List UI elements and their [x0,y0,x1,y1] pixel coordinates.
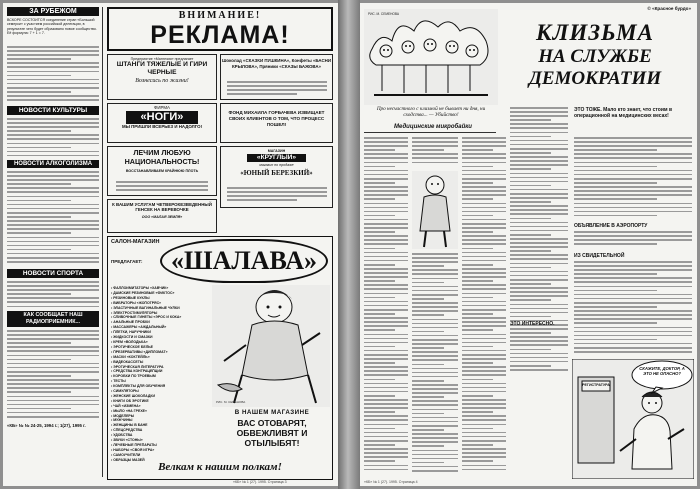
salon-welcome: Велкам к нашим полкам! [158,461,282,473]
right-page-footer: «КБ» № 1 (27). 1995. Страница 4 [364,480,418,484]
right-column-text-1 [574,137,692,221]
clinic-cartoon [572,359,694,479]
article-column-1 [364,137,408,477]
salon-item: • ЖЕНСКИЕ ШОКОЛАДКИ [111,393,155,398]
left-news-column [7,7,99,475]
issue-number: «КБ» № № 24-25, 1994 г.; 1(27), 1995 г. [7,423,86,428]
salon-item: • МЫЛО «НА ГРЕХЕ» [111,408,147,413]
clinic-sign: РЕГИСТРАТУРА [582,383,610,387]
ad-clinic [107,146,217,196]
salon-item: • КОМПЛЕКТЫ ДЛЯ ОБУЧЕНИЯ [111,384,166,389]
section-title: Медицинские микробайки [394,124,472,130]
salon-item: • МАСКИ «КОКТЕЙЛЬ» [111,354,150,359]
salon-item: • ЭЛАСТИЧНЫЕ ВАГИНАЛЬНЫЕ ЧУЛКИ [111,305,180,310]
salon-item: • ОБРАЗЦЫ МАЗЕЙ [111,457,145,462]
ad-chocolate-text: Шоколад «СКАЗКИ ПУШКИНА», Конфеты «БАСНИ КРЫЛОВА», Пряники «СКАЗЫ БАЖОВА» [222,58,331,69]
copyright-note: © «Красное бурдо» [647,6,691,11]
cartoon-credit: РИС. М. СЕМЕНОВА [368,12,400,16]
title-rule [364,132,496,133]
book-gutter [338,0,360,489]
salon-item: • МОДЕЛЕРЫ [111,413,135,418]
ad-firm-name: «НОГИ» [126,111,198,124]
column-divider [102,7,103,477]
salon-item: • ЭЛЕКТРОСТИМУЛЯТОРЫ [111,310,158,315]
left-page-footer: «КБ» № 1 (27). 1995. Страница 3 [233,480,287,484]
ad-services-text: К ВАШИМ УСЛУГАМ ЧЕТВЕРОКЕЗВЕДЕННЫЙ ГЕНСЕК НА ВЕРЕВОЧКЕ [112,202,212,213]
ad-firm-nogi [107,103,217,143]
radio-text-block [7,330,99,422]
salon-item: • ЛЕЧЕБНЫЕ ПРЕПАРАТЫ [111,443,157,447]
advertisement-title: РЕКЛАМА! [150,21,290,49]
section-header-culture: НОВОСТИ КУЛЬТУРЫ [7,106,99,115]
speech-bubble: СКАЖИТЕ, ДОКТОР, А ЭТО НЕ ОПАСНО? [639,366,685,376]
salon-item: • ЖИДКОСТИ И СМАЗКИ [111,335,153,340]
left-page [3,3,338,486]
salon-items-list [111,286,211,463]
ad-clinic-title: ЛЕЧИМ ЛЮБУЮ НАЦИОНАЛЬНОСТЬ! [124,148,200,166]
salon-item: • ТЕСТЫ [111,379,126,384]
headline-line-3: ДЕМОКРАТИИ [528,68,662,89]
salon-item: • САМОУЧИТЕЛИ [111,452,141,457]
salon-in-shop: В НАШЕМ МАГАЗИНЕ [234,409,310,416]
illustration-credit: РИС. М. СЕМЕНОВА [216,400,246,404]
salon-item: • УДОБСТВА [111,433,133,438]
funny-heading: ЭТО ИНТЕРЕСНО. [510,321,555,327]
advertisement-banner [107,7,333,51]
ad-clinic-fine-print [116,181,208,193]
salon-name: «ШАЛАВА» [160,239,328,283]
salon-item: • ДАМСКИЕ РЕЗИНОВЫЕ «ФИКТОС» [111,290,175,295]
salon-item: • КНИГИ ОБ ЭРОТИКЕ [111,398,149,403]
salon-item: • РЕЗИНОВЫЕ КУКЛЫ [111,295,150,300]
article-column-3 [462,137,506,477]
ad-weights [107,54,217,100]
attention-heading: ВНИМАНИЕ! [178,10,262,21]
salon-item: • АНАЛЬНЫЕ ПРОБКИ [111,320,150,325]
section-header-alcohol: НОВОСТИ АЛКОГОЛИЗМА [7,160,99,168]
salon-item: • СЛИВОЧНЫЕ ГИНЕТЫ «ЭРОС И КОКА» [111,315,182,320]
salon-item: • ВИДЕОКАССЕТЫ [111,359,144,364]
ad-magnet-text: Предприятие «Магнезия» предлагает [130,57,194,61]
salon-item: • КРЕМ «ВОЛОДЬКА» [111,339,148,344]
culture-text-block [7,118,99,158]
salon-item: • ЗВУКИ «СТОНЫ» [111,438,143,443]
ad-firm-slogan: МЫ ПРИШЛИ ВСЕРЬЕЗ И НАДОЛГО! [121,124,203,130]
article-column-2-top [412,137,458,169]
salon-item: • СПЕЦСРЕДСТВА [111,428,143,433]
abroad-news-text: ВСКОРЕ СОСТОИТСЯ соединение стран «Большой семерки» с участием российской делегации, в результате чего будет образовано новое сообщество. Её формула: 7 + 1 = 7. [7,18,97,36]
patient-illustration [412,171,458,249]
article-column-2 [412,253,458,477]
salon-advertisement [107,236,333,480]
ad-shop-fine-print [227,187,327,205]
salon-item: • ЭРОТИЧЕСКОЕ БЕЛЬЕ [111,344,153,349]
ad-shop-krugly [220,146,333,208]
ad-hotel-name: «ЮНЫЙ БЕРЕЗКИЙ» [240,168,313,177]
salon-offers-label: ПРЕДЛАГАЕТ: [111,259,143,264]
cartoon-caption: Про несчастного с клизмой не бывает ни дня, ни сходства... — Убийство! [376,106,486,119]
salon-item: • КОРОБКИ ПО ТРОЕВЫМ [111,374,156,379]
ad-gorbachev-fund [220,103,333,143]
sudden-heading: ИЗ СВИДЕТЕЛЬНОЙ [574,253,625,259]
salon-item: • ПЛЕТКИ, НАРУЧНИКИ [111,330,151,335]
ad-services [107,199,217,233]
airport-text [574,231,692,251]
ad-clinic-sub: ВОССТАНАВЛИВАЕМ КРАЙНЮЮ ПЛОТЬ [125,169,199,173]
sport-text-block [7,281,99,309]
salon-item: • МАССАЖЕРЫ «АЖДАЛЬНЫЙ» [111,325,167,330]
ad-services-sub: ООО «МАЛАЯ ЗЕМЛЯ» [141,214,183,219]
airport-heading: ОБЪЯВЛЕНИЕ В АЭРОПОРТУ [574,223,648,229]
section-header-sport: НОВОСТИ СПОРТА [7,269,99,278]
headline-line-2: НА СЛУЖБЕ [538,46,652,67]
salon-item: • ЖЕНЩИНЫ В БАНЕ [111,423,148,428]
right-column-text-2 [574,261,692,357]
ad-weights-title: ШТАНГИ ТЯЖЕЛЫЕ И ГИРИ ЧЕРНЫЕ [116,61,208,76]
ad-fine-print [227,81,327,97]
right-column-heading: ЭТО ТОЖЕ. Мало кто знает, что стоим в операционной на медицинских весах! [574,107,673,119]
right-page [360,3,697,486]
salon-item: • ЧАЙ «ИЗМЕНА» [111,403,141,408]
article-column-4 [510,107,568,377]
enema-cartoon [364,9,498,105]
salon-item: • СРЕДСТВА КОНТРАЦЕПЦИИ [111,369,163,374]
salon-item: • НАБОРЫ «СВОЯ ИГРА» [111,447,155,452]
salon-item: • ЭРОТИЧЕСКАЯ ЛИТЕРАТУРА [111,364,164,369]
salon-item: • СИМУЛЯТОРЫ [111,389,139,394]
salon-item: • ВИБРАТОРЫ «ЖОПОТРЯС» [111,300,162,305]
ad-shop-name: «КРУГЛЫЙ» [247,154,306,162]
salon-item: • ФАЛЛОИМИТАТОРЫ «ХАВЧИК» [111,286,169,290]
ad-confectionery [220,54,333,100]
ad-shop-sub: магазин по продаже [259,163,294,168]
salon-label: САЛОН-МАГАЗИН [111,239,160,245]
ad-weights-slogan: Вознесись по жизни! [135,78,189,85]
section-header-radio: КАК СООБЩАЕТ НАШ РАДИОПРИЕМНИК... [7,311,99,327]
salon-item: • МУЖЧИНЫ [111,418,133,423]
ad-shop-label: МАГАЗИН [267,149,286,153]
section-header-abroad: ЗА РУБЕЖОМ [7,7,99,16]
news-text-block [7,46,99,104]
salon-illustration [212,285,330,407]
salon-slogan: ВАС ОТОВАРЯТ, ОБВЕЖЛИВЯТ И ОТЫЛЫБЯТ! [236,418,308,448]
headline-line-1: КЛИЗЬМА [536,20,654,45]
ad-firm-label: ФИРМА [154,105,170,110]
alcohol-text-block [7,171,99,267]
ad-gorbachev-text: ФОНД МИХАИЛА ГОРБАЧЕВА ИЗВИЩАЕТ СВОИХ КЛИЕНТОВ О ТОМ, ЧТО ПРОЦЕСС ПОШЕЛ! [228,110,325,127]
salon-item: • ПРЕЗЕРВАТИВЫ «ДИПЛОМАТ» [111,349,168,354]
